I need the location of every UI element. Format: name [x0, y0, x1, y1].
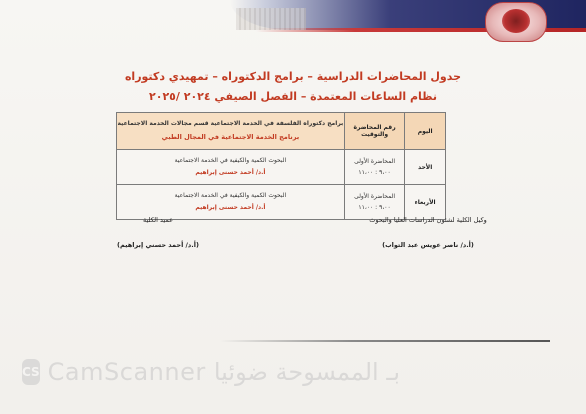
lecture-number: المحاضرة الأولى: [354, 158, 396, 165]
camscanner-text: CamScanner بـ الممسوحة ضوئيا: [47, 358, 401, 386]
dean-name: (أ.د/ أحمد حسني إبراهيم): [117, 241, 199, 249]
row-day: الأحد: [405, 150, 446, 185]
row-course: [117, 185, 345, 220]
table-row: [117, 150, 446, 185]
course-name: البحوث الكمية والكيفية في الخدمة الاجتماعية: [174, 192, 287, 199]
schedule-table: [116, 112, 446, 220]
table-row: [117, 185, 446, 220]
banner-building-graphic: [236, 8, 306, 30]
header-day: اليوم: [405, 113, 446, 150]
vice-dean-signature: [348, 216, 508, 249]
course-name: البحوث الكمية والكيفية في الخدمة الاجتماعية: [174, 157, 287, 164]
dean-title: عميد الكلية: [142, 216, 174, 224]
course-professor: أ.د/ أحمد حسنى إبراهيم: [195, 204, 266, 211]
header-lecture-time: رقم المحاضرة والتوقيت: [344, 113, 404, 150]
vice-dean-name: (أ.د/ ناصر عويس عبد التواب): [382, 241, 474, 249]
schedule-title: جدول المحاضرات الدراسية – برامج الدكتوراه – تمهيدي دكتوراه: [124, 70, 462, 83]
dean-signature: [98, 216, 218, 249]
lecture-time: ٩،٠٠ : ١١،٠٠: [358, 169, 391, 176]
row-time: [344, 185, 404, 220]
table-header-row: [117, 113, 446, 150]
lecture-time: ٩،٠٠ : ١١،٠٠: [358, 204, 391, 211]
camscanner-logo-icon: CS: [22, 359, 40, 385]
schedule-subtitle: نظام الساعات المعتمدة – الفصل الصيفي ٢٠٢٤ /٢٠٢٥: [149, 90, 437, 103]
row-course: [117, 150, 345, 185]
college-header-banner: [230, 0, 586, 44]
row-day: الأربعاء: [405, 185, 446, 220]
program-department: برامج دكتوراه الفلسفة في الخدمة الاجتماعية قسم مجالات الخدمة الاجتماعية: [117, 119, 344, 127]
program-name: برنامج الخدمة الاجتماعية في المجال الطبي: [161, 132, 300, 141]
college-seal-icon: [502, 9, 530, 33]
row-time: [344, 150, 404, 185]
vice-dean-title: وكيل الكلية لشئون الدراسات العليا والبحوث: [369, 216, 487, 224]
camscanner-watermark: [22, 357, 401, 387]
lecture-number: المحاضرة الأولى: [354, 193, 396, 200]
course-professor: أ.د/ أحمد حسنى إبراهيم: [195, 169, 266, 176]
footer-divider: [220, 340, 550, 342]
college-logo: [485, 2, 547, 42]
program-heading: [117, 113, 345, 150]
